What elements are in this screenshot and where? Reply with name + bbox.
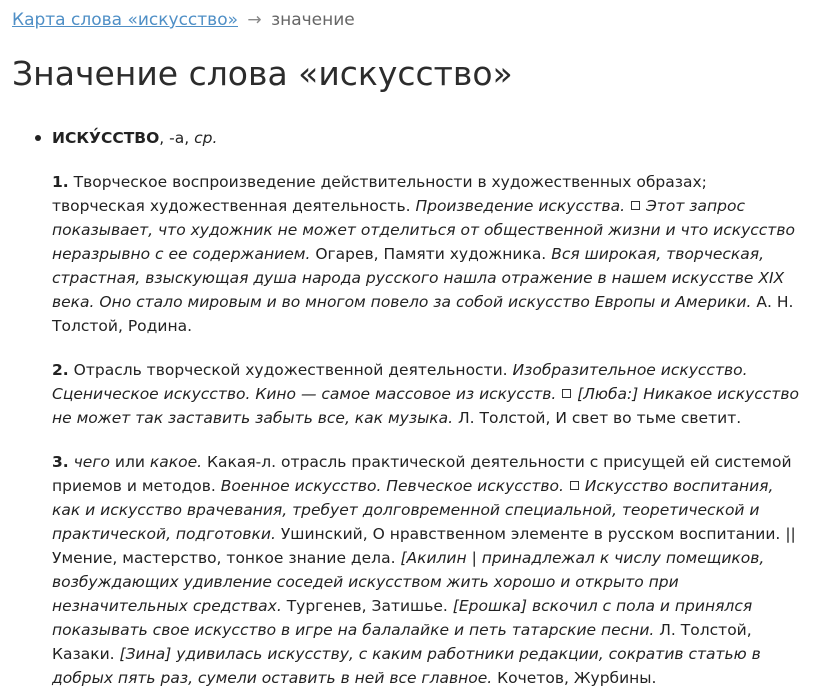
source: Кочетов, Журбины. (497, 669, 657, 687)
source: А. Н. Толстой, Родина. (52, 293, 794, 335)
dictionary-entry (52, 126, 802, 690)
square-separator-icon (562, 389, 571, 398)
grammar-note: чего (73, 453, 110, 471)
breadcrumb (12, 10, 355, 30)
meaning-number: 3. (52, 453, 69, 471)
example: Искусство воспитания, как и искусство врачевания, требует долговременной специальной, теоретической и практической, подготовки. (52, 477, 774, 543)
example: [Ерошка] вскочил с пола и принялся показывать свое искусство в игре на балалайке и петь татарские песни. (52, 597, 753, 639)
entry-head (52, 126, 802, 150)
bullet-icon (35, 135, 41, 141)
arrow-right-icon: → (247, 10, 262, 30)
source: Тургенев, Затишье. (286, 597, 448, 615)
example: Военное искусство. Певческое искусство. (220, 477, 564, 495)
grammar-separator: или (109, 453, 150, 471)
square-separator-icon (631, 201, 640, 210)
page-title: Значение слова «искусство» (12, 54, 513, 93)
definition: Какая-л. отрасль практической деятельности с присущей ей системой приемов и методов. (52, 453, 792, 495)
meaning-number: 1. (52, 173, 69, 191)
definition: Творческое воспроизведение действительности в художественных образах; творческая художественная деятельность. (52, 173, 707, 215)
example: Произведение искусства. (415, 197, 626, 215)
source: Л. Толстой, И свет во тьме светит. (458, 409, 742, 427)
headword: ИСКУ́ССТВО (52, 129, 160, 147)
breadcrumb-current: значение (271, 10, 355, 30)
definition: Отрасль творческой художественной деятельности. (73, 361, 508, 379)
example: Вся широкая, творческая, страстная, взыскующая душа народа русского нашла отражение в нашем искусстве XIX века. Оно стало мировым и во многом повело за собой искусство Европы и Америки. (52, 245, 785, 311)
sub-definition: Умение, мастерство, тонкое знание дела. (52, 549, 396, 567)
source: Огарев, Памяти художника. (315, 245, 547, 263)
example: Этот запрос показывает, что художник не может отделиться от общественной жизни и что искусство неразрывно с ее содержанием. (52, 197, 795, 263)
example: Изобразительное искусство. Сценическое искусство. Кино — самое массовое из искусств. (52, 361, 748, 403)
grammar-info: , -а, (159, 129, 195, 147)
gender-label: ср. (194, 129, 218, 147)
example: [Акилин | принадлежал к числу помещиков, возбуждающих удивление соседей искусством жить хорошо и открыто при незначительных средствах. (52, 549, 765, 615)
meaning-3 (52, 450, 802, 690)
example: [Люба:] Никакое искусство не может так заставить забыть все, как музыка. (52, 385, 799, 427)
source: Ушинский, О нравственном элементе в русском воспитании. (280, 525, 781, 543)
meaning-1 (52, 170, 802, 338)
meaning-number: 2. (52, 361, 69, 379)
sense-divider: || (785, 525, 796, 543)
meaning-2 (52, 358, 802, 430)
square-separator-icon (570, 481, 579, 490)
breadcrumb-link-word-map[interactable]: Карта слова «искусство» (12, 10, 238, 30)
example: [Зина] удивилась искусству, с каким работники редакции, сократив статью в добрых пять раз, сумели оставить в ней все главное. (52, 645, 761, 687)
grammar-note: какое. (149, 453, 203, 471)
source: Л. Толстой, Казаки. (52, 621, 752, 663)
